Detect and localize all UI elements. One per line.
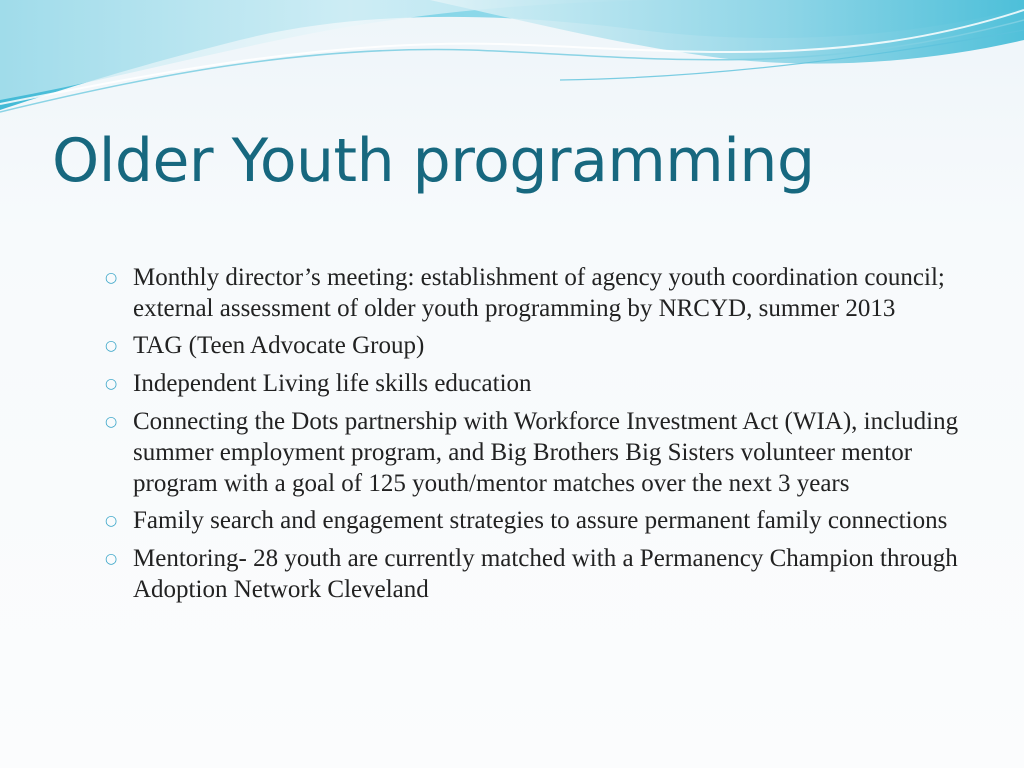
bullet-list bbox=[105, 262, 965, 611]
list-item-text: TAG (Teen Advocate Group) bbox=[133, 332, 425, 359]
list-item bbox=[105, 406, 965, 499]
list-item bbox=[105, 262, 965, 324]
open-circle-icon: ○ bbox=[105, 551, 118, 567]
list-item bbox=[105, 330, 965, 362]
header-wave-decoration bbox=[0, 0, 1024, 120]
list-item-text: Monthly director’s meeting: establishment of agency youth coordination council; external assessment of older youth programming by NRCYD, summer 2013 bbox=[133, 264, 945, 322]
open-circle-icon: ○ bbox=[105, 513, 118, 529]
slide-title: Older Youth programming bbox=[52, 126, 815, 196]
open-circle-icon: ○ bbox=[105, 338, 118, 354]
list-item bbox=[105, 505, 965, 537]
open-circle-icon: ○ bbox=[105, 270, 118, 286]
list-item bbox=[105, 368, 965, 400]
open-circle-icon: ○ bbox=[105, 376, 118, 392]
open-circle-icon: ○ bbox=[105, 414, 118, 430]
list-item-text: Independent Living life skills education bbox=[133, 370, 532, 397]
list-item-text: Family search and engagement strategies to assure permanent family connections bbox=[133, 507, 948, 534]
list-item bbox=[105, 543, 965, 605]
list-item-text: Mentoring- 28 youth are currently matched with a Permanency Champion through Adoption Network Cleveland bbox=[133, 545, 958, 603]
list-item-text: Connecting the Dots partnership with Workforce Investment Act (WIA), including summer employment program, and Big Brothers Big Sisters volunteer mentor program with a goal of 125 youth/mentor matches over the next 3 years bbox=[133, 408, 959, 497]
